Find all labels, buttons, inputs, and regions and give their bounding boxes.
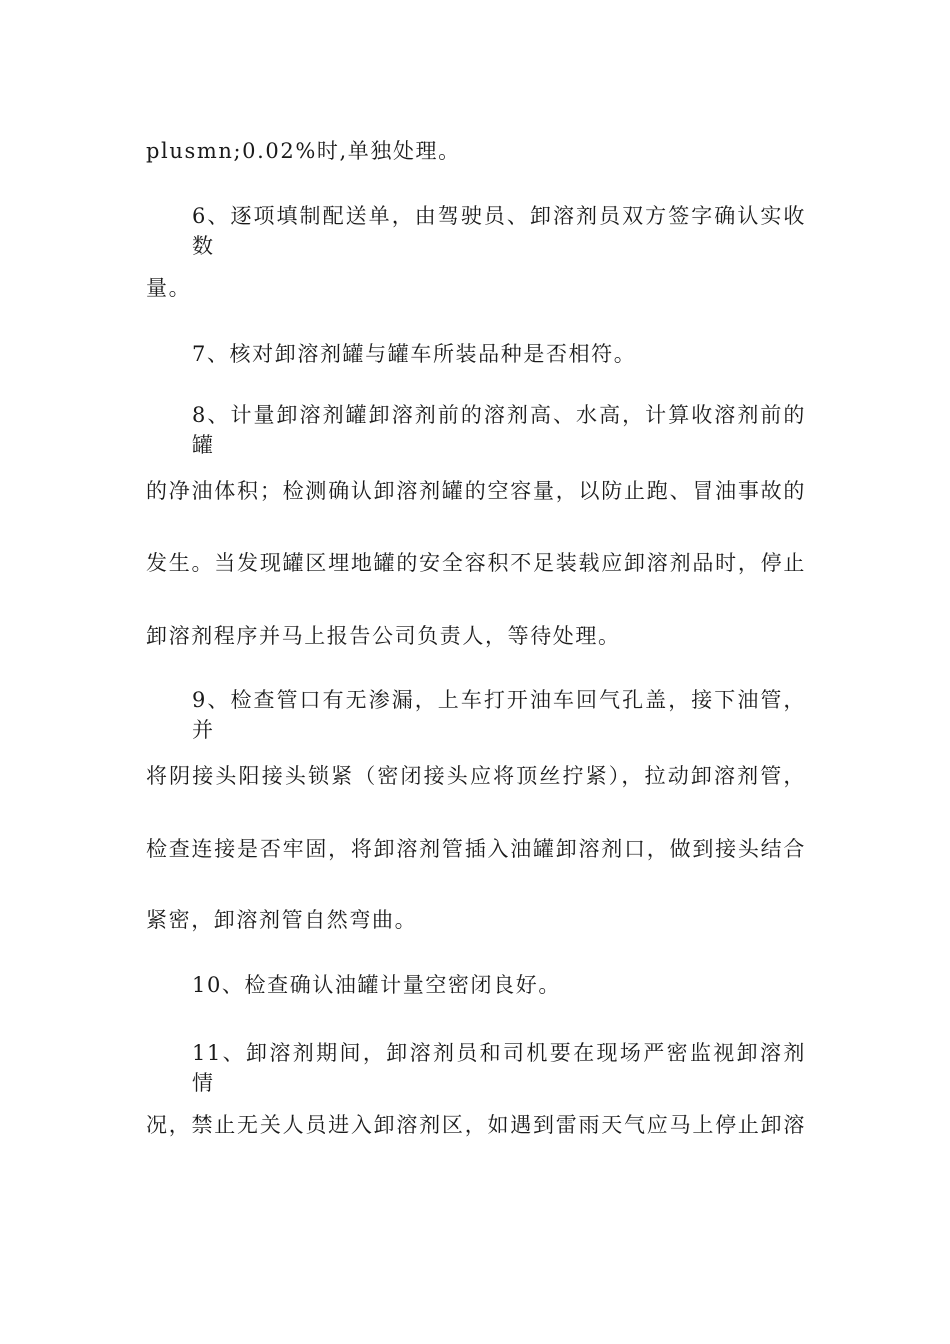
text-line-1: plusmn;0.02%时,单独处理。: [146, 139, 461, 163]
text-line-5: 8、计量卸溶剂罐卸溶剂前的溶剂高、水高，计算收溶剂前的罐: [192, 403, 806, 457]
text-line-4: 7、核对卸溶剂罐与罐车所装品种是否相符。: [192, 342, 637, 366]
text-line-9: 9、检查管口有无渗漏，上车打开油车回气孔盖，接下油管，并: [192, 688, 806, 742]
text-line-11: 检查连接是否牢固，将卸溶剂管插入油罐卸溶剂口，做到接头结合: [146, 837, 806, 861]
text-line-14: 11、卸溶剂期间，卸溶剂员和司机要在现场严密监视卸溶剂情: [192, 1041, 806, 1095]
text-line-3: 量。: [146, 276, 192, 300]
text-line-10: 将阴接头阳接头锁紧（密闭接头应将顶丝拧紧），拉动卸溶剂管，: [146, 764, 806, 788]
text-line-6: 的净油体积；检测确认卸溶剂罐的空容量，以防止跑、冒油事故的: [146, 479, 806, 503]
text-line-15: 况，禁止无关人员进入卸溶剂区，如遇到雷雨天气应马上停止卸溶: [146, 1113, 806, 1137]
text-line-8: 卸溶剂程序并马上报告公司负责人，等待处理。: [146, 624, 621, 648]
text-line-13: 10、检查确认油罐计量空密闭良好。: [192, 973, 561, 997]
text-line-2: 6、逐项填制配送单，由驾驶员、卸溶剂员双方签字确认实收数: [192, 204, 806, 258]
text-line-12: 紧密，卸溶剂管自然弯曲。: [146, 908, 418, 932]
text-line-7: 发生。当发现罐区埋地罐的安全容积不足装载应卸溶剂品时，停止: [146, 551, 806, 575]
